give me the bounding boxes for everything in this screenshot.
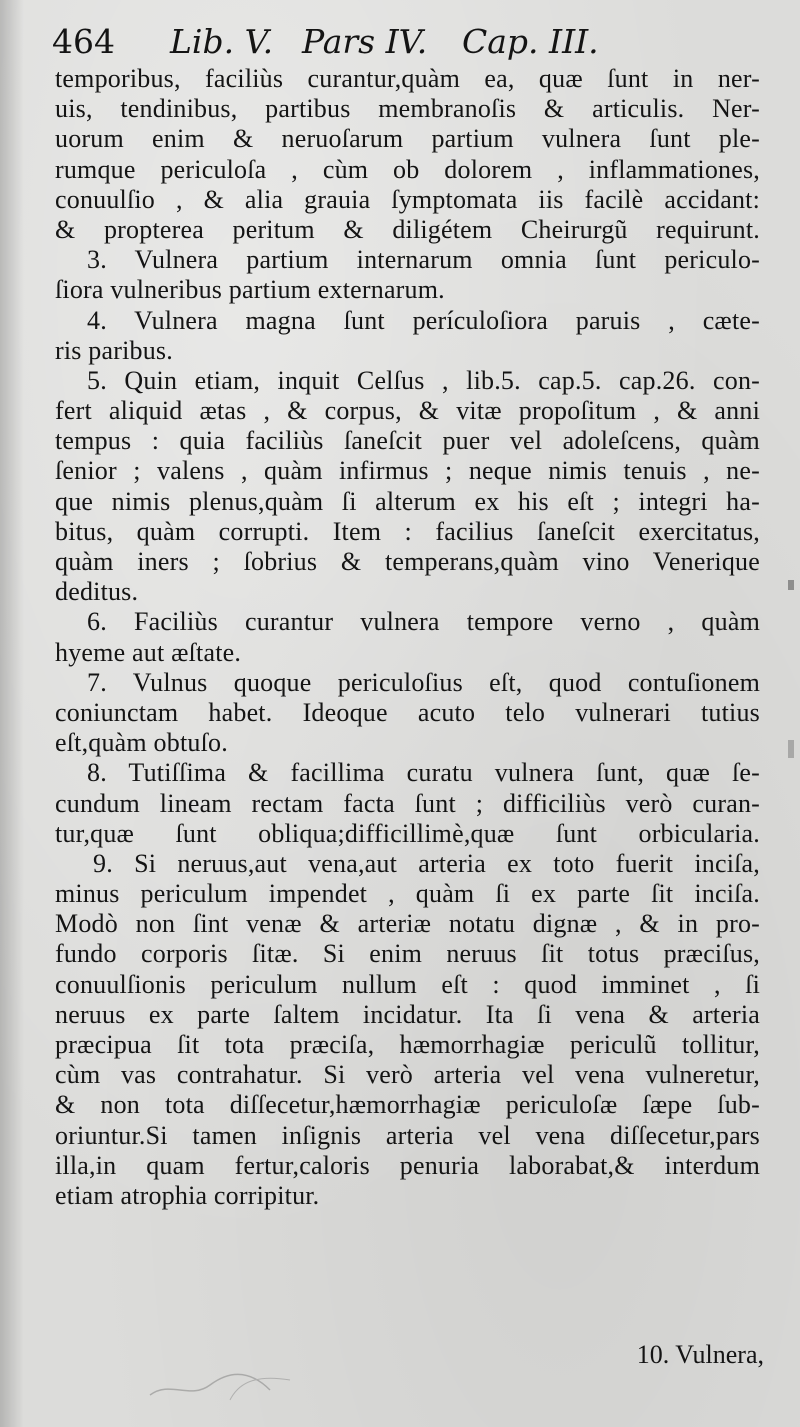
text-line: cundum lineam rectam facta ſunt ; difficiliùs verò curan-	[55, 788, 760, 818]
header-pars: Pars IV.	[302, 22, 428, 61]
text-line: 8. Tutiſſima & facillima curatu vulnera ſunt, quæ ſe-	[87, 758, 760, 788]
text-line: 9. Si neruus,aut vena,aut arteria ex toto fuerit inciſa,	[93, 848, 760, 878]
text-line: 3. Vulnera partium internarum omnia ſunt periculo-	[87, 245, 760, 275]
body-text	[55, 64, 760, 1211]
text-line: 5. Quin etiam, inquit Celſus , lib.5. cap.5. cap.26. con-	[87, 365, 760, 395]
text-line: hyeme aut æſtate.	[55, 637, 242, 667]
text-line: bitus, quàm corrupti. Item : facilius ſaneſcit exercitatus,	[55, 516, 760, 546]
text-line: uis, tendinibus, partibus membranoſis & articulis. Ner-	[55, 94, 760, 124]
text-line: conuulſionis periculum nullum eſt : quod imminet , ſi	[55, 969, 760, 999]
text-line: cùm vas contrahatur. Si verò arteria vel vena vulneretur,	[55, 1060, 760, 1090]
text-line: oriuntur.Si tamen inſignis arteria vel vena diſſecetur,pars	[55, 1120, 760, 1150]
ink-smudge-decoration	[140, 1350, 300, 1410]
text-line: deditus.	[55, 577, 139, 607]
text-line: coniunctam habet. Ideoque acuto telo vulnerari tutius	[55, 697, 760, 727]
text-line: ris paribus.	[55, 335, 173, 365]
text-line: rumque periculoſa , cùm ob dolorem , inflammationes,	[55, 154, 760, 184]
text-line: 6. Faciliùs curantur vulnera tempore verno , quàm	[87, 607, 760, 637]
text-line: illa,in quam fertur,caloris penuria laborabat,& interdum	[55, 1150, 760, 1180]
catchword: 10. Vulnera,	[636, 1340, 764, 1369]
margin-mark	[788, 580, 794, 590]
text-line: neruus ex parte ſaltem incidatur. Ita ſi vena & arteria	[55, 999, 760, 1029]
margin-mark	[788, 740, 794, 758]
text-line: 7. Vulnus quoque periculoſius eſt, quod contuſionem	[87, 667, 760, 697]
running-header	[52, 20, 752, 64]
header-caput: Cap. III.	[462, 22, 599, 61]
text-line: & propterea peritum & diligétem Cheirurgũ requirunt.	[55, 214, 760, 244]
text-line: tempus : quia faciliùs ſaneſcit puer vel adoleſcens, quàm	[55, 426, 760, 456]
text-line: minus periculum impendet , quàm ſi ex parte ſit inciſa.	[55, 879, 760, 909]
text-line: Modò non ſint venæ & arteriæ notatu dignæ , & in pro-	[55, 909, 760, 939]
text-line: ſenior ; valens , quàm infirmus ; neque nimis tenuis , ne-	[55, 456, 760, 486]
text-line: que nimis plenus,quàm ſi alterum ex his eſt ; integri ha-	[55, 486, 760, 516]
text-line: quàm iners ; ſobrius & temperans,quàm vino Venerique	[55, 547, 760, 576]
text-line: præcipua ſit tota præciſa, hæmorrhagiæ periculũ tollitur,	[55, 1030, 760, 1059]
text-line: uorum enim & neruoſarum partium vulnera ſunt ple-	[55, 124, 760, 154]
text-line: & non tota diſſecetur,hæmorrhagiæ periculoſæ ſæpe ſub-	[55, 1090, 760, 1120]
text-line: eſt,quàm obtuſo.	[55, 728, 228, 758]
text-line: 4. Vulnera magna ſunt perículoſiora paruis , cæte-	[87, 305, 760, 335]
page-number: 464	[52, 22, 115, 61]
text-line: ſiora vulneribus partium externarum.	[55, 275, 445, 305]
header-liber: Lib. V.	[170, 22, 274, 61]
text-line: tur,quæ ſunt obliqua;difficillimè,quæ ſunt orbicularia.	[55, 818, 760, 848]
text-line: fert aliquid ætas , & corpus, & vitæ propoſitum , & anni	[55, 396, 760, 426]
text-line: conuulſio , & alia grauia ſymptomata iis facilè accidant:	[55, 184, 760, 214]
text-line: etiam atrophia corripitur.	[55, 1180, 320, 1210]
text-line: fundo corporis ſitæ. Si enim neruus ſit totus præciſus,	[55, 939, 760, 969]
text-line: temporibus, faciliùs curantur,quàm ea, quæ ſunt in ner-	[55, 64, 760, 93]
